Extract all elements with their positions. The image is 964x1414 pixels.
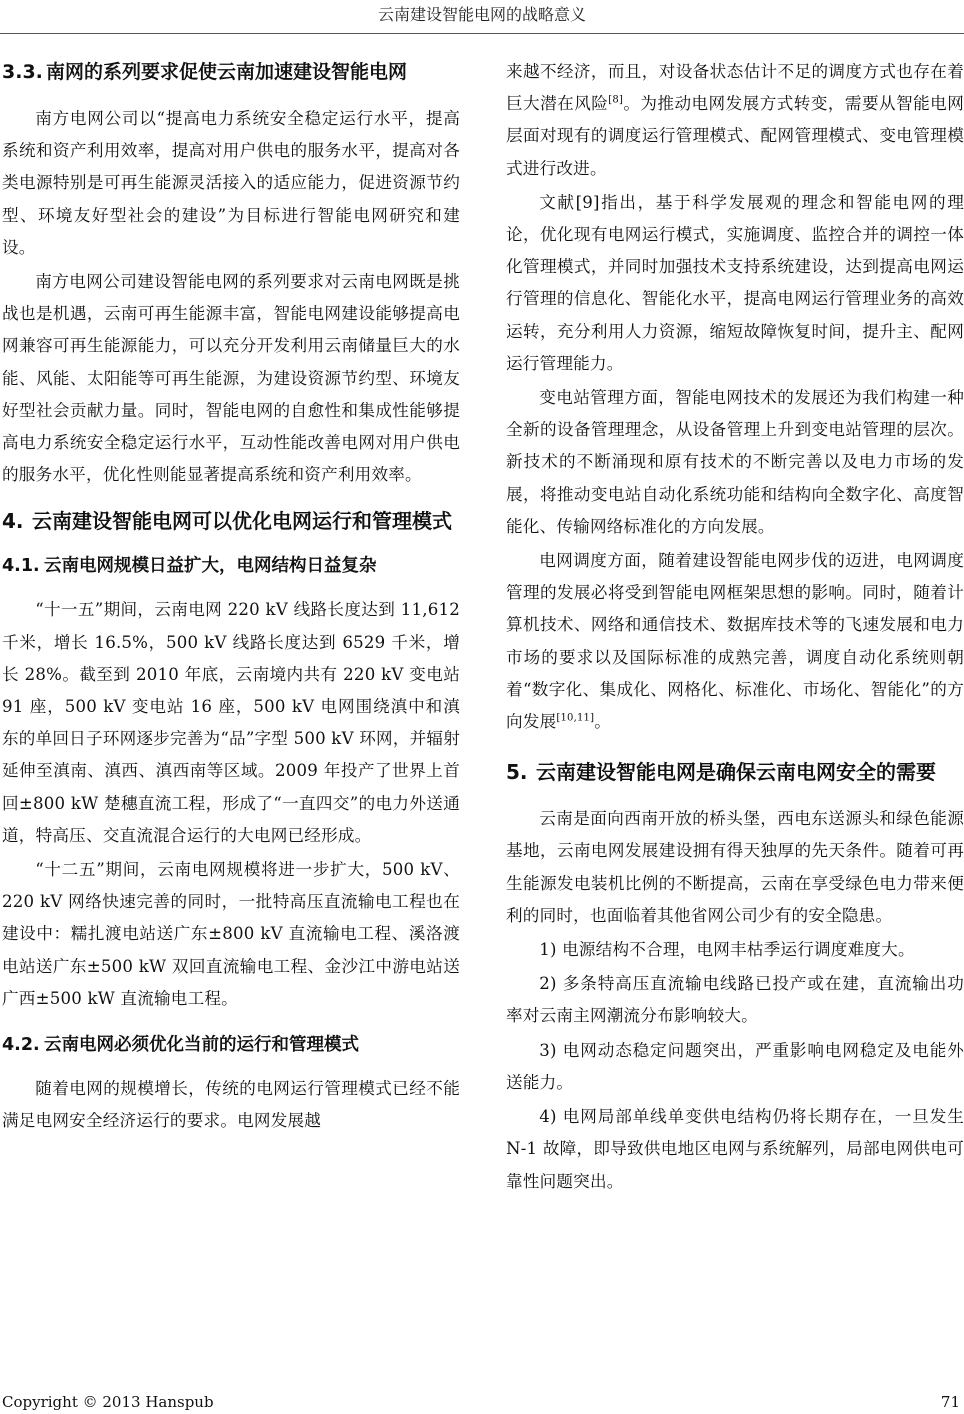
list-item: 3) 电网动态稳定问题突出，严重影响电网稳定及电能外送能力。 — [506, 1040, 964, 1092]
section-5-heading — [506, 756, 964, 789]
paragraph: “十一五”期间，云南电网 220 kV 线路长度达到 11,612 千米，增长 16.5%，500 kV 线路长度达到 6529 千米，增长 28%。截至到 2010 年底，云南境内共有 220 kV 变电站 91 座，500 kV 变电站 16 座，500 kV 电网围绕滇中和滇东的单回日子环网逐步完善为“品”字型 500 kV 环网，并辐射延伸至滇南、滇西、滇西南等区域。2009 年投产了世界上首回±800 kW 楚穗直流工程，形成了“一直四交”的电力外送通道，特高压、交直流混合运行的大电网已经形成。 — [2, 600, 460, 845]
paragraph: 文献[9]指出，基于科学发展观的理念和智能电网的理论，优化现有电网运行模式，实施调度、监控合并的调控一体化管理模式，并同时加强技术支持系统建设，达到提高电网运行管理的信息化、智能化水平，提高电网运行管理业务的高效运转，充分利用人力资源，缩短故障恢复时间，提升主、配网运行管理能力。 — [506, 192, 964, 373]
paragraph-text: 来越不经济，而且，对设备状态估计不足的调度方式也存在着巨大潜在风险 — [506, 62, 964, 114]
section-title: 南网的系列要求促使云南加速建设智能电网 — [46, 61, 408, 83]
paragraph — [506, 56, 964, 185]
section-number: 3.3. — [2, 61, 43, 83]
paragraph: 变电站管理方面，智能电网技术的发展还为我们构建一种全新的设备管理理念，从设备管理上升到变电站管理的层次。新技术的不断涌现和原有技术的不断完善以及电力市场的发展，将推动变电站自动化系统功能和结构向全数字化、高度智能化、传输网络标准化的方向发展。 — [506, 388, 964, 536]
copyright: Copyright © 2013 Hanspub — [2, 1393, 214, 1411]
section-number: 4.1. — [2, 556, 40, 577]
section-3-3-heading — [2, 56, 460, 89]
section-4-1-heading — [2, 550, 460, 582]
list-item: 1) 电源结构不合理，电网丰枯季运行调度难度大。 — [539, 940, 915, 960]
paragraph-text: 。 — [594, 712, 612, 732]
paragraph-text: 电网调度方面，随着建设智能电网步伐的迈进，电网调度管理的发展必将受到智能电网框架思想的影响。同时，随着计算机技术、网络和通信技术、数据库技术等的飞速发展和电力市场的要求以及国际标准的成熟完善，调度自动化系统则朝着“数字化、集成化、网格化、标准化、市场化、智能化”的方向发展 — [506, 551, 964, 732]
paragraph: 随着电网的规模增长，传统的电网运行管理模式已经不能满足电网安全经济运行的要求。电网发展越 — [2, 1079, 460, 1131]
right-column — [506, 56, 964, 1198]
paragraph: 云南是面向西南开放的桥头堡，西电东送源头和绿色能源基地，云南电网发展建设拥有得天独厚的先天条件。随着可再生能源发电装机比例的不断提高，云南在享受绿色电力带来便利的同时，也面临着其他省网公司少有的安全隐患。 — [506, 809, 964, 925]
list-item: 4) 电网局部单线单变供电结构仍将长期存在，一旦发生 N-1 故障，即导致供电地区电网与系统解列，局部电网供电可靠性问题突出。 — [506, 1107, 964, 1191]
section-number: 4. — [2, 509, 24, 534]
running-header: 云南建设智能电网的战略意义 — [377, 5, 586, 24]
section-number: 5. — [506, 760, 528, 785]
citation: [10,11] — [556, 712, 595, 724]
section-title: 云南电网规模日益扩大，电网结构日益复杂 — [44, 556, 377, 577]
citation: [8] — [608, 94, 624, 106]
header-rule — [0, 33, 964, 34]
paragraph — [506, 545, 964, 738]
paragraph: 南方电网公司以“提高电力系统安全稳定运行水平，提高系统和资产利用效率，提高对用户供电的服务水平，提高对各类电源特别是可再生能源灵活接入的适应能力，促进资源节约型、环境友好型社会的建设”为目标进行智能电网研究和建设。 — [2, 109, 460, 257]
left-column — [2, 56, 460, 1137]
paragraph-text: 。为推动电网发展方式转变，需要从智能电网层面对现有的调度运行管理模式、配网管理模式、变电管理模式进行改进。 — [506, 94, 964, 178]
paragraph: “十二五”期间，云南电网规模将进一步扩大，500 kV、220 kV 网络快速完善的同时，一批特高压直流输电工程也在建设中：糯扎渡电站送广东±800 kV 直流输电工程、溪洛渡电站送广东±500 kW 双回直流输电工程、金沙江中游电站送广西±500 kW 直流输电工程。 — [2, 860, 460, 1008]
section-title: 云南建设智能电网是确保云南电网安全的需要 — [536, 760, 936, 785]
paragraph: 南方电网公司建设智能电网的系列要求对云南电网既是挑战也是机遇，云南可再生能源丰富，智能电网建设能够提高电网兼容可再生能源能力，可以充分开发利用云南储量巨大的水能、风能、太阳能等可再生能源，为建设资源节约型、环境友好型社会贡献力量。同时，智能电网的自愈性和集成性能够提高电力系统安全稳定运行水平，互动性能改善电网对用户供电的服务水平，优化性则能显著提高系统和资产利用效率。 — [2, 272, 460, 485]
section-title: 云南建设智能电网可以优化电网运行和管理模式 — [32, 509, 452, 534]
section-4-heading — [2, 505, 460, 538]
list-item: 2) 多条特高压直流输电线路已投产或在建，直流输出功率对云南主网潮流分布影响较大。 — [506, 974, 964, 1026]
section-4-2-heading — [2, 1029, 460, 1061]
section-number: 4.2. — [2, 1035, 40, 1056]
page-number: 71 — [940, 1393, 960, 1411]
section-title: 云南电网必须优化当前的运行和管理模式 — [44, 1035, 359, 1056]
